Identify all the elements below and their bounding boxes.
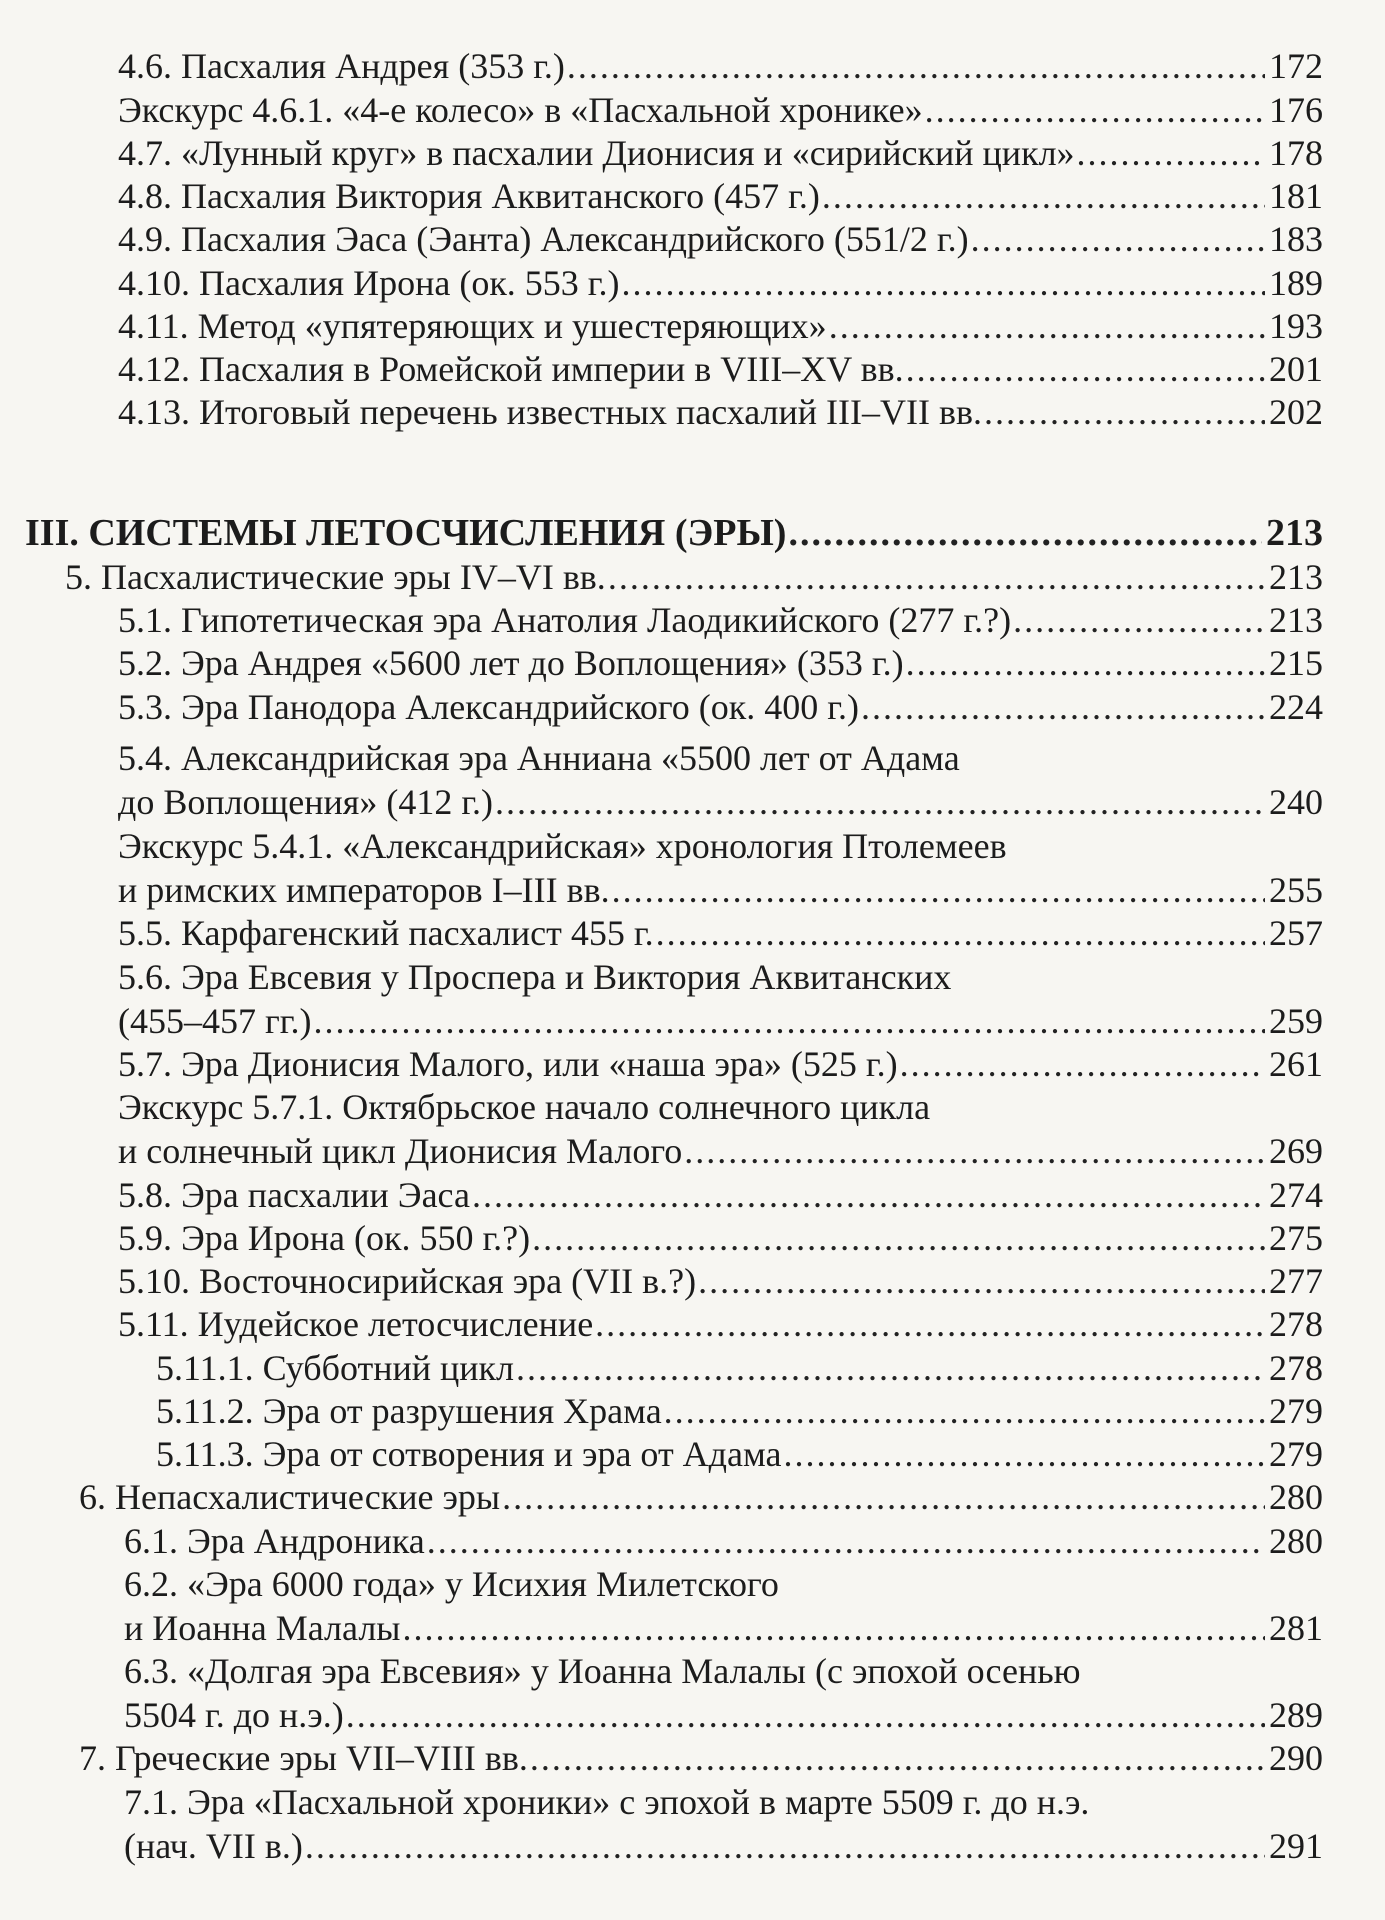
toc-entry [124,1780,1323,1868]
leader-dots [532,1216,1265,1260]
toc-title: и солнечный цикл Дионисия Малого [118,1131,683,1171]
toc-entry [118,911,1323,955]
toc-entry [118,1042,1323,1086]
leader-dots [502,1475,1265,1519]
toc-title: Экскурс 4.6.1. «4-е колесо» в «Пасхальной хронике» [118,90,923,130]
page-number: 261 [1269,1044,1323,1084]
leader-dots [622,261,1265,305]
leader-dots [472,1173,1265,1217]
leader-dots [346,1693,1265,1737]
toc-title: 5.3. Эра Панодора Александрийского (ок. 400 г.) [118,687,859,727]
toc-title-first-line: 7.1. Эра «Пасхальной хроники» с эпохой в марте 5509 г. до н.э. [124,1782,1090,1822]
page-number: 278 [1269,1304,1323,1344]
leader-dots [925,88,1265,132]
toc-entry [118,685,1323,729]
leader-dots [861,685,1265,729]
toc-title: 6.1. Эра Андроника [124,1521,425,1561]
toc-entry [118,174,1323,218]
toc-entry [156,1432,1323,1476]
leader-dots [684,1129,1265,1173]
leader-dots [656,911,1265,955]
toc-title: 5. Пасхалистические эры IV–VI вв. [65,557,606,597]
toc-title: 5.2. Эра Андрея «5600 лет до Воплощения» (353 г.) [118,643,904,683]
page-number: 215 [1269,643,1323,683]
leader-dots [788,511,1262,555]
toc-title: 4.8. Пасхалия Виктория Аквитанского (457 г.) [118,176,820,216]
leader-dots [829,304,1265,348]
toc-title: 4.12. Пасхалия в Ромейской империи в VIII–XV вв. [118,349,904,389]
leader-dots [305,1824,1265,1868]
toc-entry [118,1216,1323,1260]
toc-entry [156,1346,1323,1390]
leader-dots [567,44,1265,88]
leader-dots [900,1042,1265,1086]
toc-title: 4.11. Метод «упятеряющих и ушестеряющих» [118,306,827,346]
toc-entry [118,736,1323,824]
toc-title: 4.9. Пасхалия Эаса (Эанта) Александрийского (551/2 г.) [118,219,969,259]
toc-title: 5504 г. до н.э.) [124,1695,344,1735]
leader-dots [530,1736,1265,1780]
page-number: 176 [1269,90,1323,130]
page-number: 259 [1269,1001,1323,1041]
toc-section-heading [25,511,1323,555]
toc-title: 5.10. Восточносирийская эра (VII в.?) [118,1261,697,1301]
toc-chapter [79,1475,1323,1519]
toc-title: 5.1. Гипотетическая эра Анатолия Лаодикийского (277 г.?) [118,600,1012,640]
page-number: 277 [1269,1261,1323,1301]
page-number: 269 [1269,1131,1323,1171]
leader-dots [783,1432,1265,1476]
toc-chapter [65,555,1323,599]
section-title: III. СИСТЕМЫ ЛЕТОСЧИСЛЕНИЯ (ЭРЫ) [25,512,787,554]
toc-entry [118,1173,1323,1217]
leader-dots [495,780,1265,824]
toc-title-first-line: 6.3. «Долгая эра Евсевия» у Иоанна Малалы (с эпохой осенью [124,1651,1081,1691]
page-number: 290 [1269,1738,1323,1778]
page-number: 178 [1269,133,1323,173]
leader-dots [427,1519,1265,1563]
toc-title: 4.7. «Лунный круг» в пасхалии Дионисия и «сирийский цикл» [118,133,1075,173]
toc-title: 5.5. Карфагенский пасхалист 455 г. [118,913,654,953]
toc-entry [118,261,1323,305]
page-number: 281 [1269,1608,1323,1648]
toc-title: 5.9. Эра Ирона (ок. 550 г.?) [118,1218,531,1258]
toc-title: 5.11. Иудейское летосчисление [118,1304,594,1344]
leader-dots [984,390,1265,434]
page-number: 213 [1266,512,1323,554]
toc-entry [124,1519,1323,1563]
leader-dots [664,1389,1265,1433]
page-number: 224 [1269,687,1323,727]
leader-dots [516,1346,1265,1390]
toc-entry [118,347,1323,391]
toc-title-first-line: Экскурс 5.4.1. «Александрийская» хронология Птолемеев [118,826,1007,866]
page-number: 240 [1269,782,1323,822]
toc-entry [118,1085,1323,1173]
page-number: 280 [1269,1521,1323,1561]
toc-title: 4.10. Пасхалия Ирона (ок. 553 г.) [118,263,620,303]
leader-dots [595,1302,1265,1346]
page-number: 279 [1269,1391,1323,1431]
toc-entry [118,955,1323,1043]
toc-title: и римских императоров I–III вв. [118,870,610,910]
page-number: 275 [1269,1218,1323,1258]
leader-dots [612,868,1265,912]
leader-dots [822,174,1265,218]
toc-entry [124,1562,1323,1650]
leader-dots [1077,131,1265,175]
page-number: 274 [1269,1175,1323,1215]
toc-entry [124,1649,1323,1737]
toc-title: 4.6. Пасхалия Андрея (353 г.) [118,46,565,86]
leader-dots [698,1259,1265,1303]
toc-title: 6. Непасхалистические эры [79,1477,501,1517]
page-number: 202 [1269,392,1323,432]
leader-dots [402,1606,1265,1650]
toc-title: 5.11.3. Эра от сотворения и эра от Адама [156,1434,782,1474]
toc-entry [118,824,1323,912]
toc-title-first-line: 5.4. Александрийская эра Анниана «5500 лет от Адама [118,738,960,778]
toc-entry [118,1259,1323,1303]
toc-entry [118,598,1323,642]
toc-entry [118,88,1323,132]
toc-entry [118,641,1323,685]
toc-title: (455–457 гг.) [118,1001,312,1041]
page-number: 289 [1269,1695,1323,1735]
toc-title: 5.7. Эра Дионисия Малого, или «наша эра» (525 г.) [118,1044,898,1084]
page-number: 193 [1269,306,1323,346]
page-number: 278 [1269,1348,1323,1388]
leader-dots [971,217,1265,261]
toc-title: 5.11.2. Эра от разрушения Храма [156,1391,662,1431]
leader-dots [906,641,1265,685]
page-number: 257 [1269,913,1323,953]
toc-title: (нач. VII в.) [124,1826,303,1866]
page-number: 181 [1269,176,1323,216]
toc-title: до Воплощения» (412 г.) [118,782,494,822]
page-number: 280 [1269,1477,1323,1517]
page-number: 213 [1269,600,1323,640]
toc-title-first-line: 6.2. «Эра 6000 года» у Исихия Милетского [124,1564,779,1604]
toc-entry [118,1302,1323,1346]
page-number: 291 [1269,1826,1323,1866]
toc-entry [118,304,1323,348]
toc-title-first-line: 5.6. Эра Евсевия у Проспера и Виктория Аквитанских [118,957,952,997]
toc-title: 5.8. Эра пасхалии Эаса [118,1175,470,1215]
page-number: 255 [1269,870,1323,910]
toc-entry [118,131,1323,175]
toc-entry [118,44,1323,88]
toc-entry [118,217,1323,261]
page-number: 172 [1269,46,1323,86]
toc-title: 4.13. Итоговый перечень известных пасхалий III–VII вв. [118,392,982,432]
toc-title: и Иоанна Малалы [124,1608,401,1648]
page-number: 279 [1269,1434,1323,1474]
toc-title: 7. Греческие эры VII–VIII вв. [79,1738,528,1778]
leader-dots [906,347,1265,391]
page-number: 183 [1269,219,1323,259]
toc-entry [118,390,1323,434]
leader-dots [313,999,1265,1043]
toc-title-first-line: Экскурс 5.7.1. Октябрьское начало солнечного цикла [118,1087,931,1127]
leader-dots [608,555,1265,599]
toc-chapter [79,1736,1323,1780]
page-number: 189 [1269,263,1323,303]
leader-dots [1013,598,1265,642]
page-number: 201 [1269,349,1323,389]
toc-entry [156,1389,1323,1433]
toc-title: 5.11.1. Субботний цикл [156,1348,514,1388]
page-number: 213 [1269,557,1323,597]
